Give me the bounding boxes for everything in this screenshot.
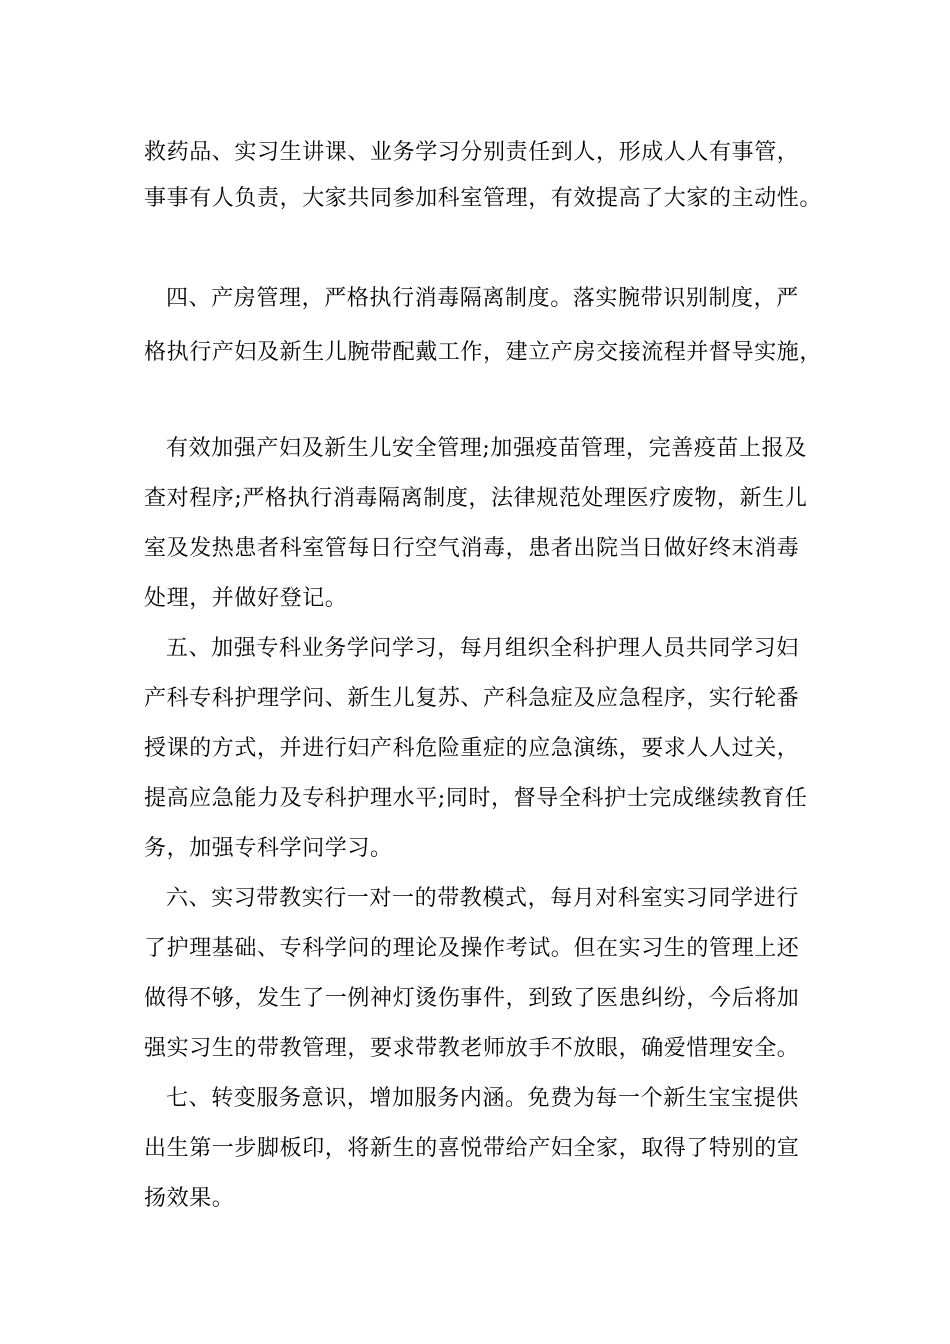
text-line: 务，加强专科学问学习。 bbox=[144, 836, 393, 861]
section-4-heading-line: 四、产房管理，严格执行消毒隔离制度。落实腕带识别制度，严 bbox=[166, 286, 799, 311]
text-line: 了护理基础、专科学问的理论及操作考试。但在实习生的管理上还 bbox=[144, 936, 800, 961]
text-line: 有效加强产妇及新生儿安全管理;加强疫苗管理，完善疫苗上报及 bbox=[166, 436, 807, 461]
text-line: 出生第一步脚板印，将新生的喜悦带给产妇全家，取得了特别的宣 bbox=[144, 1136, 800, 1161]
section-7-heading-line: 七、转变服务意识，增加服务内涵。免费为每一个新生宝宝提供 bbox=[166, 1086, 799, 1111]
text-line: 查对程序;严格执行消毒隔离制度，法律规范处理医疗废物，新生儿 bbox=[144, 486, 808, 511]
text-line: 事事有人负责，大家共同参加科室管理，有效提高了大家的主动性。 bbox=[144, 186, 823, 211]
text-line: 做得不够，发生了一例神灯烫伤事件，到致了医患纠纷，今后将加 bbox=[144, 986, 800, 1011]
text-line: 扬效果。 bbox=[144, 1186, 235, 1211]
section-5-heading-line: 五、加强专科业务学问学习，每月组织全科护理人员共同学习妇 bbox=[166, 636, 799, 661]
text-line: 提高应急能力及专科护理水平;同时，督导全科护士完成继续教育任 bbox=[144, 786, 808, 811]
text-line: 强实习生的带教管理，要求带教老师放手不放眼，确爱惜理安全。 bbox=[144, 1036, 800, 1061]
text-line: 室及发热患者科室管每日行空气消毒，患者出院当日做好终末消毒 bbox=[144, 536, 800, 561]
text-line: 授课的方式，并进行妇产科危险重症的应急演练，要求人人过关， bbox=[144, 736, 800, 761]
text-line: 格执行产妇及新生儿腕带配戴工作，建立产房交接流程并督导实施， bbox=[144, 340, 823, 365]
text-line: 处理，并做好登记。 bbox=[144, 586, 348, 611]
text-line: 救药品、实习生讲课、业务学习分别责任到人，形成人人有事管， bbox=[144, 140, 800, 165]
section-6-heading-line: 六、实习带教实行一对一的带教模式，每月对科室实习同学进行 bbox=[166, 886, 799, 911]
text-line: 产科专科护理学问、新生儿复苏、产科急症及应急程序，实行轮番 bbox=[144, 686, 800, 711]
